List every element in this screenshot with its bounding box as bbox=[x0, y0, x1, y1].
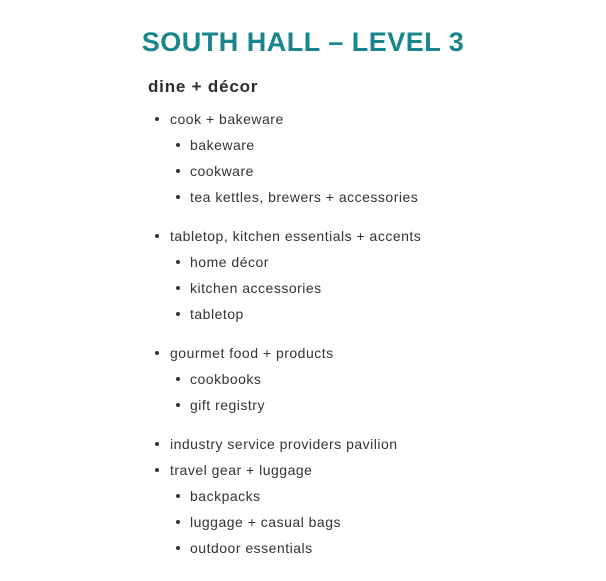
subcategory-list bbox=[148, 483, 606, 561]
category-label: cook + bakeware bbox=[148, 106, 606, 132]
category-item bbox=[148, 457, 606, 561]
subcategory-item bbox=[148, 158, 606, 184]
subcategory-label: backpacks bbox=[148, 483, 606, 509]
subcategory-label: tea kettles, brewers + accessories bbox=[148, 184, 606, 210]
subcategory-label: cookbooks bbox=[148, 366, 606, 392]
subcategory-label: tabletop bbox=[148, 301, 606, 327]
category-item bbox=[148, 223, 606, 327]
subcategory-label: home décor bbox=[148, 249, 606, 275]
subcategory-list bbox=[148, 366, 606, 418]
category-list bbox=[148, 106, 606, 561]
subcategory-item bbox=[148, 184, 606, 210]
category-item bbox=[148, 431, 606, 457]
section-heading: dine + décor bbox=[148, 77, 259, 96]
category-label: travel gear + luggage bbox=[148, 457, 606, 483]
category-label: tabletop, kitchen essentials + accents bbox=[148, 223, 606, 249]
subcategory-item bbox=[148, 509, 606, 535]
subcategory-item bbox=[148, 132, 606, 158]
category-label: gourmet food + products bbox=[148, 340, 606, 366]
category-label: industry service providers pavilion bbox=[148, 431, 606, 457]
subcategory-label: luggage + casual bags bbox=[148, 509, 606, 535]
subcategory-item bbox=[148, 392, 606, 418]
subcategory-item bbox=[148, 301, 606, 327]
subcategory-label: gift registry bbox=[148, 392, 606, 418]
subcategory-item bbox=[148, 249, 606, 275]
category-item bbox=[148, 106, 606, 210]
subcategory-label: cookware bbox=[148, 158, 606, 184]
subcategory-list bbox=[148, 132, 606, 210]
subcategory-label: bakeware bbox=[148, 132, 606, 158]
subcategory-item bbox=[148, 275, 606, 301]
subcategory-list bbox=[148, 249, 606, 327]
content-area bbox=[148, 77, 606, 561]
subcategory-item bbox=[148, 535, 606, 561]
subcategory-item bbox=[148, 366, 606, 392]
page-title: SOUTH HALL – LEVEL 3 bbox=[141, 27, 465, 57]
subcategory-label: kitchen accessories bbox=[148, 275, 606, 301]
category-item bbox=[148, 340, 606, 418]
subcategory-label: outdoor essentials bbox=[148, 535, 606, 561]
subcategory-item bbox=[148, 483, 606, 509]
